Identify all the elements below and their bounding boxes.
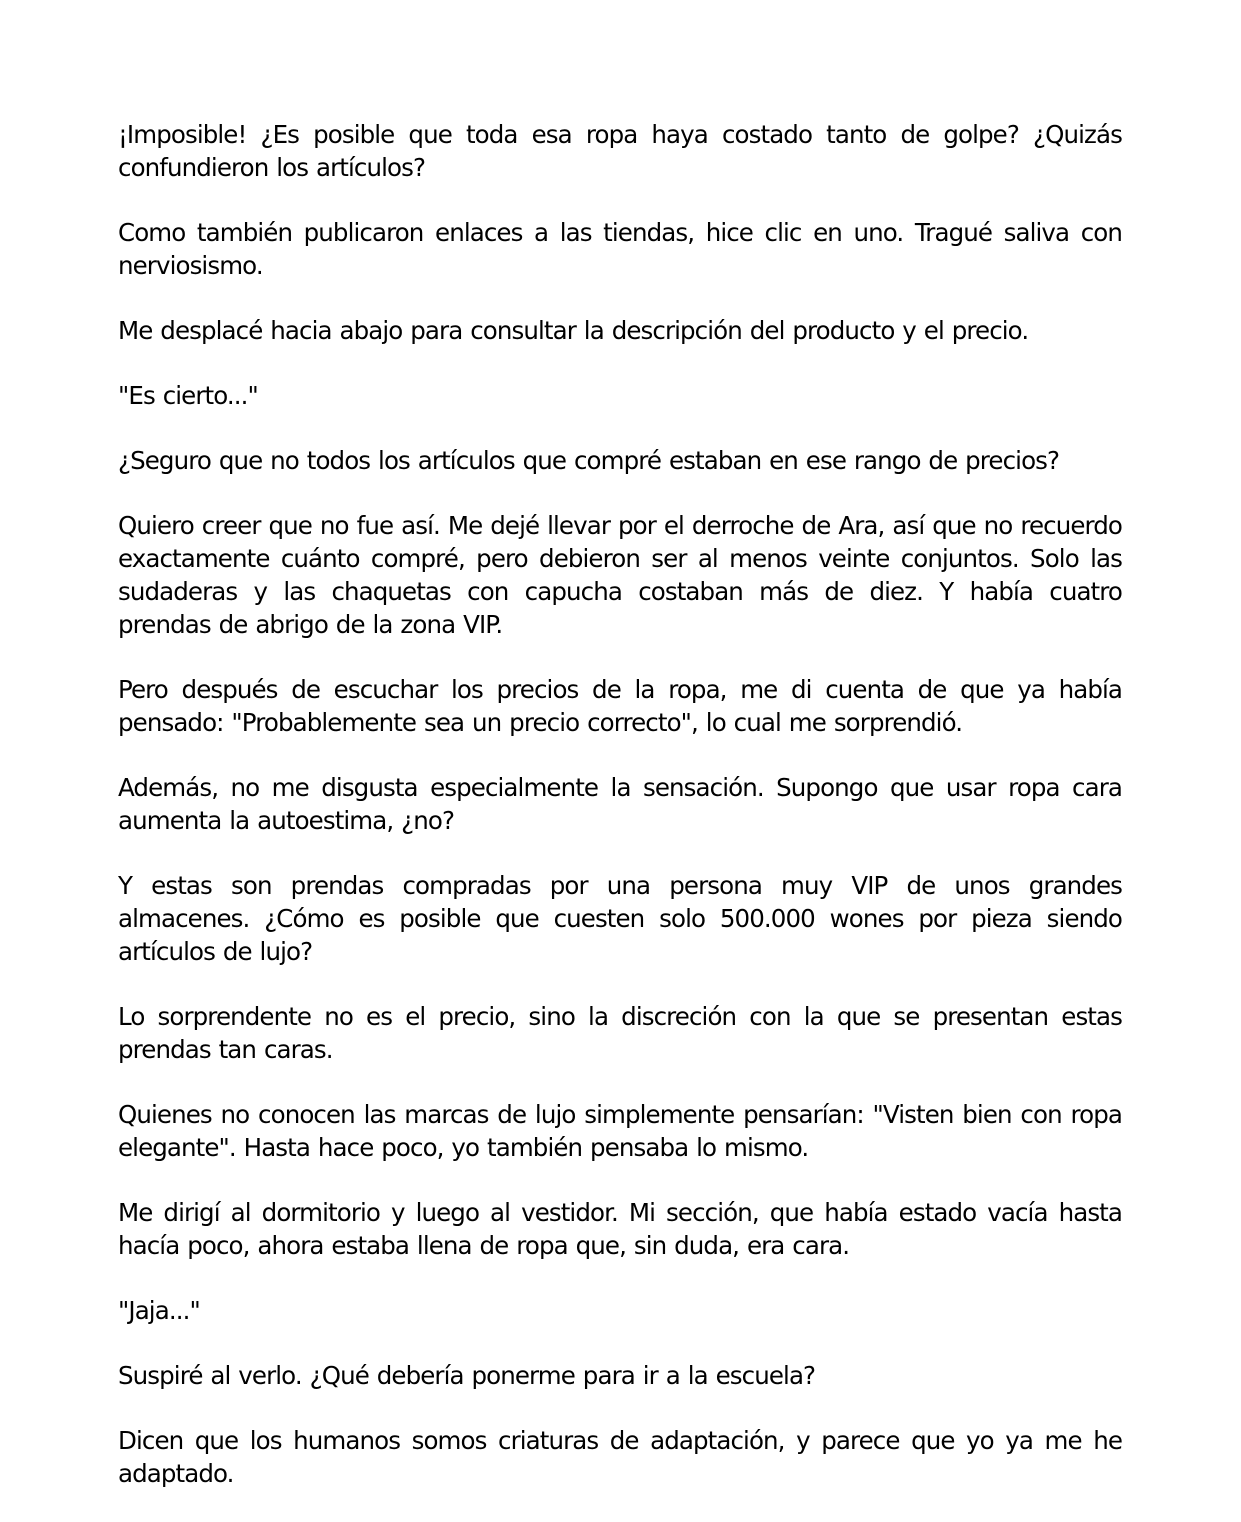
paragraph: ¡Imposible! ¿Es posible que toda esa ropa haya costado tanto de golpe? ¿Quizás confundieron los artículos? — [118, 120, 1122, 182]
document-page — [118, 118, 1122, 1522]
paragraph: Dicen que los humanos somos criaturas de adaptación, y parece que yo ya me he adaptado. — [118, 1426, 1122, 1488]
paragraph: Además, no me disgusta especialmente la sensación. Supongo que usar ropa cara aumenta la autoestima, ¿no? — [118, 773, 1122, 835]
paragraph: Quiero creer que no fue así. Me dejé llevar por el derroche de Ara, así que no recuerdo exactamente cuánto compré, pero debieron ser al menos veinte conjuntos. Solo las sudaderas y las chaquetas con capucha costaban más de diez. Y había cuatro prendas de abrigo de la zona VIP. — [118, 511, 1122, 639]
paragraph: Y estas son prendas compradas por una persona muy VIP de unos grandes almacenes. ¿Cómo es posible que cuesten solo 500.000 wones por pieza siendo artículos de lujo? — [118, 871, 1122, 966]
paragraph: Como también publicaron enlaces a las tiendas, hice clic en uno. Tragué saliva con nerviosismo. — [118, 218, 1122, 280]
paragraph: "Es cierto..." — [118, 381, 258, 410]
paragraph: Suspiré al verlo. ¿Qué debería ponerme para ir a la escuela? — [118, 1361, 816, 1390]
paragraph: Quienes no conocen las marcas de lujo simplemente pensarían: "Visten bien con ropa elegante". Hasta hace poco, yo también pensaba lo mismo. — [118, 1100, 1122, 1162]
paragraph: Me desplacé hacia abajo para consultar la descripción del producto y el precio. — [118, 316, 1029, 345]
paragraph: ¿Seguro que no todos los artículos que compré estaban en ese rango de precios? — [118, 446, 1060, 475]
paragraph: Lo sorprendente no es el precio, sino la discreción con la que se presentan estas prendas tan caras. — [118, 1002, 1122, 1064]
paragraph: Me dirigí al dormitorio y luego al vestidor. Mi sección, que había estado vacía hasta hacía poco, ahora estaba llena de ropa que, sin duda, era cara. — [118, 1198, 1122, 1260]
paragraph: Pero después de escuchar los precios de la ropa, me di cuenta de que ya había pensado: "Probablemente sea un precio correcto", lo cual me sorprendió. — [118, 675, 1122, 737]
paragraph: "Jaja..." — [118, 1296, 200, 1325]
